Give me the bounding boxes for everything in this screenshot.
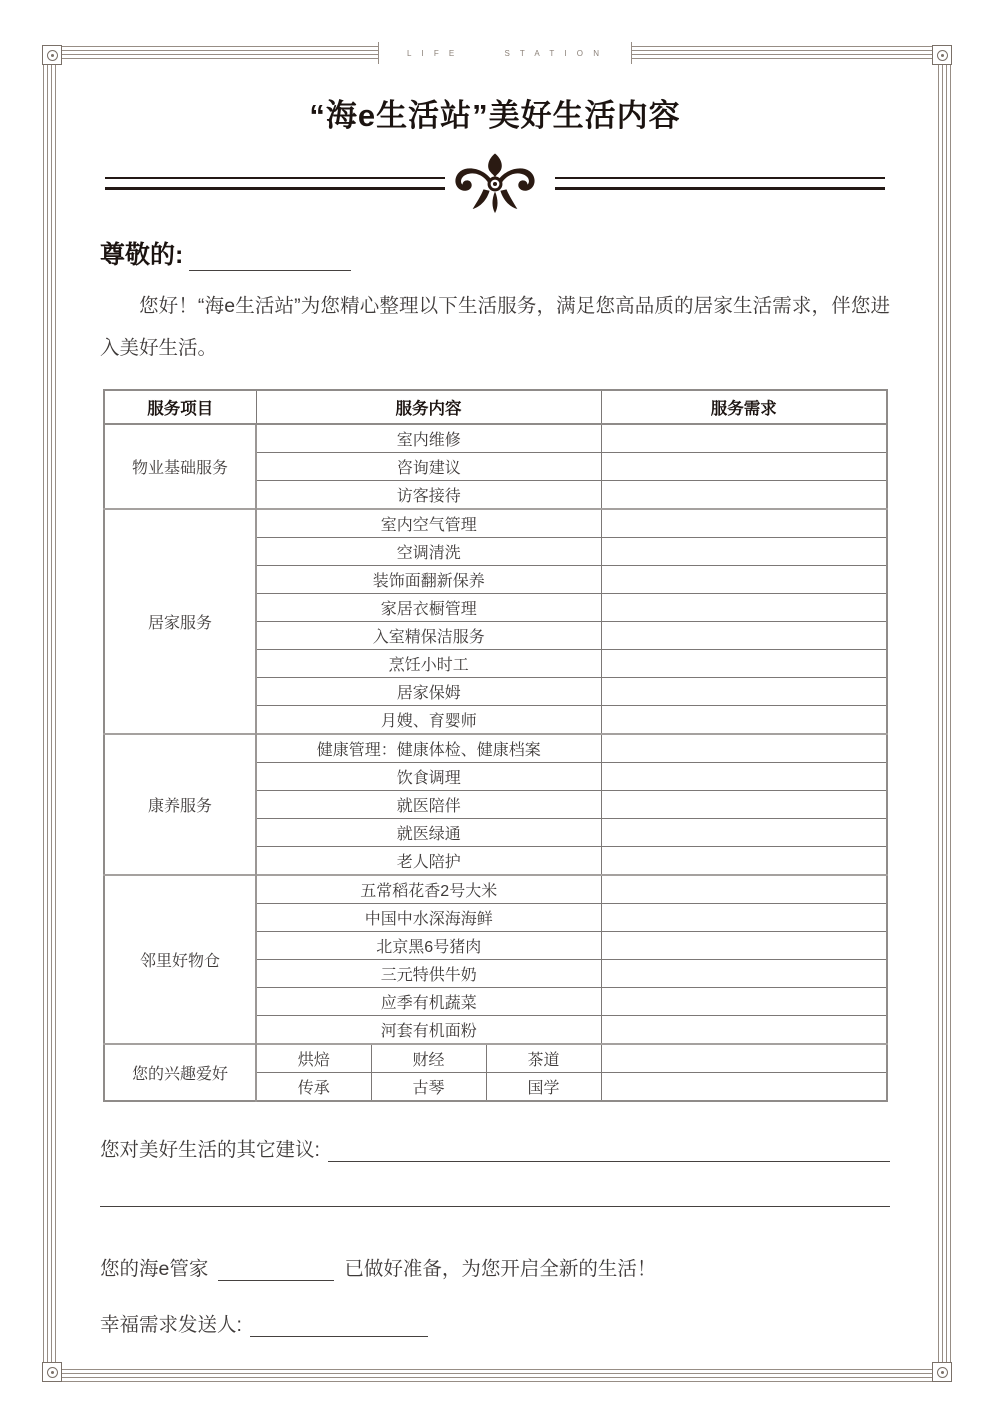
service-need-cell[interactable]: [601, 988, 887, 1016]
interest-option-cell[interactable]: 茶道: [486, 1044, 601, 1073]
table-row: [104, 875, 887, 904]
service-need-cell[interactable]: [601, 706, 887, 735]
service-item-cell: 室内空气管理: [256, 509, 601, 538]
greeting-row: [100, 235, 890, 271]
service-item-cell: 入室精保洁服务: [256, 622, 601, 650]
service-item-cell: 访客接待: [256, 481, 601, 510]
frame-label-life: L I F E: [407, 48, 459, 58]
service-need-cell[interactable]: [601, 932, 887, 960]
greeting-name-blank[interactable]: [189, 246, 351, 271]
fleur-de-lis-icon: [451, 149, 539, 223]
service-item-cell: 家居衣橱管理: [256, 594, 601, 622]
suggestion-blank-line-1[interactable]: [328, 1139, 890, 1162]
service-need-cell[interactable]: [601, 538, 887, 566]
table-header-row: [104, 390, 887, 424]
service-item-cell: 室内维修: [256, 424, 601, 453]
service-item-cell: 应季有机蔬菜: [256, 988, 601, 1016]
service-item-cell: 居家保姆: [256, 678, 601, 706]
greeting-label: 尊敬的:: [100, 241, 184, 269]
service-need-cell[interactable]: [601, 594, 887, 622]
service-item-cell: 河套有机面粉: [256, 1016, 601, 1045]
service-need-cell[interactable]: [601, 424, 887, 453]
service-need-cell[interactable]: [601, 734, 887, 763]
service-need-cell[interactable]: [601, 763, 887, 791]
service-need-cell[interactable]: [601, 650, 887, 678]
butler-name-blank[interactable]: [218, 1258, 334, 1281]
service-category-cell: 物业基础服务: [104, 424, 256, 509]
table-row: [104, 734, 887, 763]
interest-option-cell[interactable]: 烘焙: [256, 1044, 371, 1073]
suggestion-row: [100, 1134, 890, 1162]
service-item-cell: 老人陪护: [256, 847, 601, 876]
service-item-cell: 月嫂、育婴师: [256, 706, 601, 735]
table-row: [104, 424, 887, 453]
service-item-cell: 北京黑6号猪肉: [256, 932, 601, 960]
title-divider: [100, 149, 890, 223]
service-item-cell: 三元特供牛奶: [256, 960, 601, 988]
service-need-cell[interactable]: [601, 678, 887, 706]
service-need-cell[interactable]: [601, 875, 887, 904]
intro-paragraph: 您好！“海e生活站”为您精心整理以下生活服务，满足您高品质的居家生活需求，伴您进入美好生活。: [100, 295, 890, 359]
sender-row: [100, 1309, 890, 1337]
service-item-cell: 空调清洗: [256, 538, 601, 566]
interest-option-cell[interactable]: 国学: [486, 1073, 601, 1102]
divider-line-right: [555, 177, 885, 190]
sender-label: 幸福需求发送人:: [100, 1314, 242, 1336]
service-need-cell[interactable]: [601, 509, 887, 538]
service-item-cell: 烹饪小时工: [256, 650, 601, 678]
butler-suffix-label: 已做好准备，为您开启全新的生活！: [344, 1258, 657, 1280]
column-header-service-content: 服务内容: [256, 390, 601, 424]
service-need-cell[interactable]: [601, 1044, 887, 1073]
suggestion-label: 您对美好生活的其它建议:: [100, 1139, 320, 1161]
suggestion-blank-line-2[interactable]: [100, 1206, 890, 1207]
service-item-cell: 就医陪伴: [256, 791, 601, 819]
service-item-cell: 咨询建议: [256, 453, 601, 481]
service-need-cell[interactable]: [601, 1073, 887, 1102]
service-item-cell: 饮食调理: [256, 763, 601, 791]
service-item-cell: 健康管理：健康体检、健康档案: [256, 734, 601, 763]
service-item-cell: 中国中水深海海鲜: [256, 904, 601, 932]
service-need-cell[interactable]: [601, 960, 887, 988]
service-need-cell[interactable]: [601, 791, 887, 819]
frame-label-station: S T A T I O N: [504, 48, 603, 58]
service-need-cell[interactable]: [601, 622, 887, 650]
service-category-cell: 居家服务: [104, 509, 256, 734]
interest-option-cell[interactable]: 古琴: [371, 1073, 486, 1102]
service-category-cell: 您的兴趣爱好: [104, 1044, 256, 1101]
services-table: [103, 389, 888, 1102]
services-table-body: [104, 424, 887, 1101]
service-item-cell: 装饰面翻新保养: [256, 566, 601, 594]
column-header-service-project: 服务项目: [104, 390, 256, 424]
interest-option-cell[interactable]: 传承: [256, 1073, 371, 1102]
corner-ornament-icon: [932, 1362, 952, 1382]
service-need-cell[interactable]: [601, 819, 887, 847]
service-item-cell: 就医绿通: [256, 819, 601, 847]
corner-ornament-icon: [42, 1362, 62, 1382]
sender-name-blank[interactable]: [250, 1314, 428, 1337]
service-need-cell[interactable]: [601, 1016, 887, 1045]
service-need-cell[interactable]: [601, 481, 887, 510]
service-need-cell[interactable]: [601, 453, 887, 481]
page-title: “海e生活站”美好生活内容: [309, 98, 681, 133]
corner-ornament-icon: [932, 45, 952, 65]
service-item-cell: 五常稻花香2号大米: [256, 875, 601, 904]
table-row: [104, 1044, 887, 1073]
column-header-service-need: 服务需求: [601, 390, 887, 424]
service-need-cell[interactable]: [601, 847, 887, 876]
corner-ornament-icon: [42, 45, 62, 65]
table-row: [104, 509, 887, 538]
interest-option-cell[interactable]: 财经: [371, 1044, 486, 1073]
divider-line-left: [105, 177, 445, 190]
service-category-cell: 邻里好物仓: [104, 875, 256, 1044]
service-category-cell: 康养服务: [104, 734, 256, 875]
service-need-cell[interactable]: [601, 904, 887, 932]
butler-prefix-label: 您的海e管家: [100, 1258, 209, 1280]
service-need-cell[interactable]: [601, 566, 887, 594]
butler-row: [100, 1253, 890, 1281]
